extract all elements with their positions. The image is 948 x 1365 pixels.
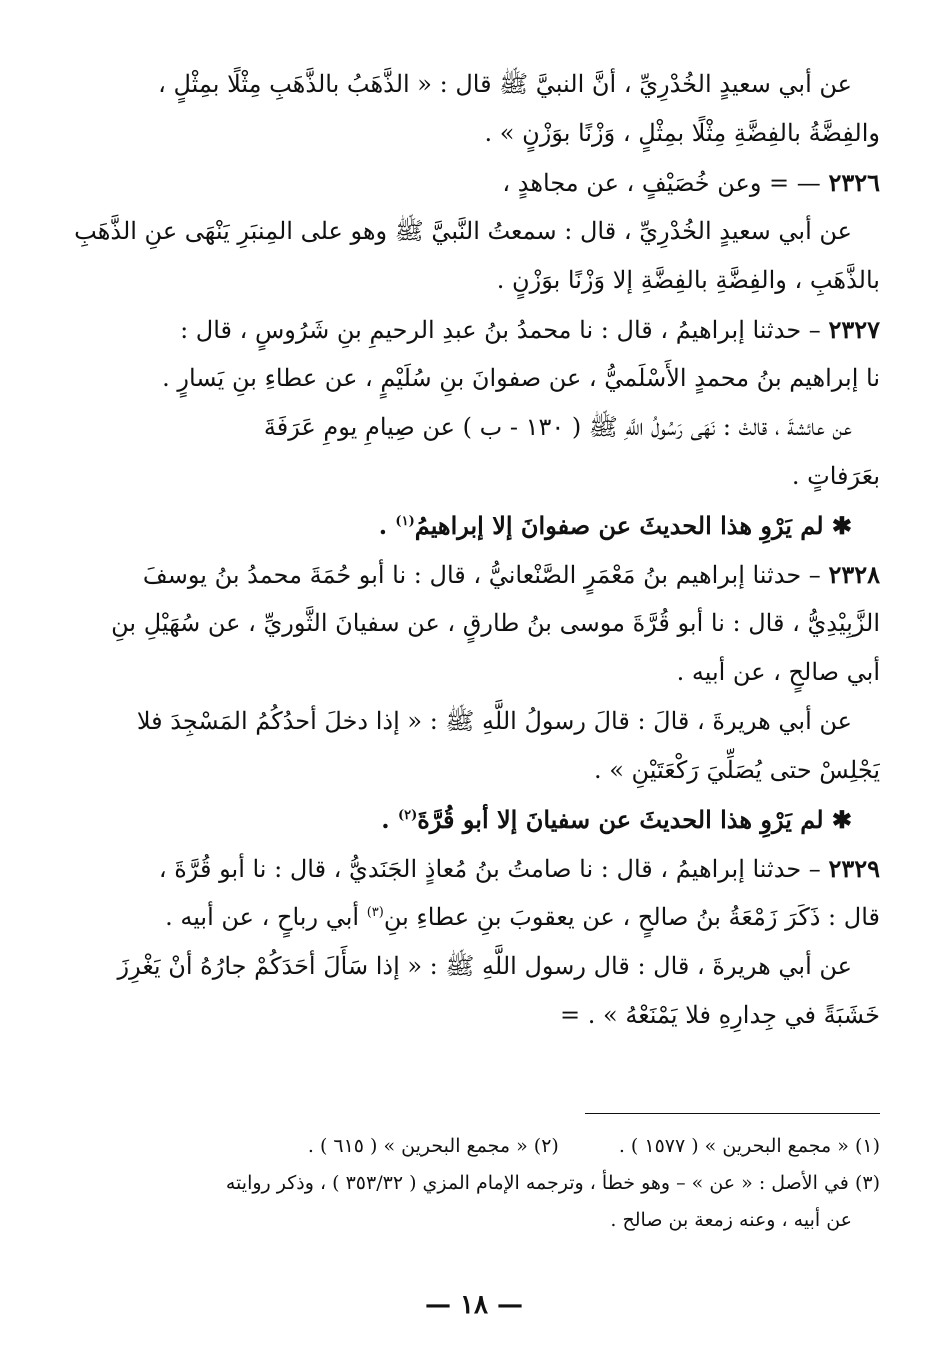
hadith-number: ٢٣٢٧ [828,315,880,344]
text-line: والفِضَّةُ بالفِضَّةِ مِثْلًا بمِثْلٍ ، وَزْنًا بوَزْنٍ » . [484,119,880,147]
text-line: قال : ذَكَرَ زَمْعَةُ بنُ صالحٍ ، عن يعقوبَ بنِ عطاءِ بنِ$^{(٣)}$ أبي رباحٍ ، عن أبيه . [165,903,880,931]
paragraph-hadith-2328-isnad [50,550,880,697]
text-line: خَشَبَةً في جِدارِهِ فلا يَمْنَعْهُ » . = [560,1001,880,1029]
footnote-ref-1: (١) [395,514,415,529]
page-number: — ١٨ — [424,1290,524,1320]
text-line: ٢٣٢٨ – حدثنا إبراهيم بنُ مَعْمَرٍ الصَّنْعانيُّ ، قال : نا أبو حُمَةَ محمدُ بنُ يوسفَ [142,560,880,589]
footnote-separator [585,1113,880,1114]
text-line: عن أبي سعيدٍ الخُدْرِيِّ ، أنَّ النبيَّ ﷺ قال : « الذَّهَبُ بالذَّهَبِ مِثْلًا بمِثْلٍ ، [158,70,852,98]
text-line: أبي صالحٍ ، عن أبيه . [676,658,880,686]
footnote-2: (٢) « مجمع البحرين » ( ٦١٥ ) . [307,1135,559,1157]
footnote-3: (٣) في الأصل : « عن » – وهو خطأ ، وترجمه الإمام المزي ( ٣٥٣/٣٢ ) ، وذكر روايته [225,1172,880,1194]
text-line: بعَرَفاتٍ . [791,462,880,490]
star-icon: ✱ [831,805,852,834]
text-line: ٢٣٢٦ — = وعن خُصَيْفٍ ، عن مجاهدٍ ، [502,168,880,197]
paragraph-hadith-2329-isnad [50,844,880,942]
paragraph-hadith-2326-isnad [50,158,880,207]
paragraph-hadith-2328-matn [50,697,880,795]
paragraph-hadith-2327-matn [50,403,880,501]
commentary-note-1 [50,501,880,550]
text-line: بالذَّهَبِ ، والفِضَّةِ بالفِضَّةِ إلا وَزْنًا بوَزْنٍ . [496,266,880,294]
footnote-ref-3: (٣) [366,905,384,920]
text-line: الزَّبِيْدِيُّ ، قال : نا أبو قُرَّةَ موسى بنُ طارقٍ ، عن سفيانَ الثَّوريِّ ، عن سُهَيْلِ بنِ [111,609,880,637]
hadith-number: ٢٣٢٨ [828,560,880,589]
star-icon: ✱ [831,511,852,540]
footnote-3-continuation: عن أبيه ، وعنه زمعة بن صالح . [610,1209,852,1231]
text-line: ٢٣٢٩ – حدثنا إبراهيمُ ، قال : نا صامتُ بنُ مُعاذٍ الجَنَديُّ ، قال : نا أبو قُرَّةَ ، [158,854,880,883]
paragraph-hadith-2325-matn [50,60,880,158]
text-line: ✱ لم يَرْوِ هذا الحديثَ عن صفوانَ إلا إبراهيمُ$^{(١)}$ . [378,511,852,540]
footnote-ref-2: (٢) [397,808,418,823]
text-line: عن أبي هريرةَ ، قال : قال رسول اللَّهِ ﷺ : « إذا سَأَلَ أحَدَكُمْ جارُهُ أنْ يَغْرِزَ [117,952,852,980]
hadith-number: ٢٣٢٦ [828,168,880,197]
text-line: عن أبي سعيدٍ الخُدْرِيِّ ، قال : سمعتُ النَّبيَّ ﷺ وهو على المِنبَرِ يَنْهَى عنِ الذَّهَبِ [74,217,852,245]
text-line: ✱ لم يَرْوِ هذا الحديثَ عن سفيانَ إلا أبو قُرَّةَ$^{(٢)}$ . [381,805,852,834]
hadith-number: ٢٣٢٩ [828,854,880,883]
text-line: عن عائشةَ ، قالتْ : نَهَى رَسُولُ اللَّهِ ﷺ ( ١٣٠ - ب ) عن صِيامِ يومِ عَرَفَةَ [263,413,852,441]
footnotes [50,1128,880,1239]
footnote-row [50,1128,880,1165]
paragraph-hadith-2329-matn [50,942,880,1040]
footnote-1: (١) « مجمع البحرين » ( ١٥٧٧ ) . [618,1135,880,1157]
text-line: ٢٣٢٧ – حدثنا إبراهيمُ ، قال : نا محمدُ بنُ عبدِ الرحيمِ بنِ شَرُوسٍ ، قال : [180,315,880,344]
paragraph-hadith-2326-matn [50,207,880,305]
main-text [50,60,880,1040]
text-line: عن أبي هريرةَ ، قالَ : قالَ رسولُ اللَّهِ ﷺ : « إذا دخلَ أحدُكُمُ المَسْجِدَ فلا [136,707,852,735]
text-line: يَجْلِسْ حتى يُصَلِّيَ رَكْعَتَيْنِ » . [593,756,880,784]
text-line: نا إبراهيم بنُ محمدٍ الأَسْلَميُّ ، عن صفوانَ بنِ سُلَيْمٍ ، عن عطاءِ بنِ يَسارٍ . [162,364,880,392]
commentary-note-2 [50,795,880,844]
paragraph-hadith-2327-isnad [50,305,880,403]
